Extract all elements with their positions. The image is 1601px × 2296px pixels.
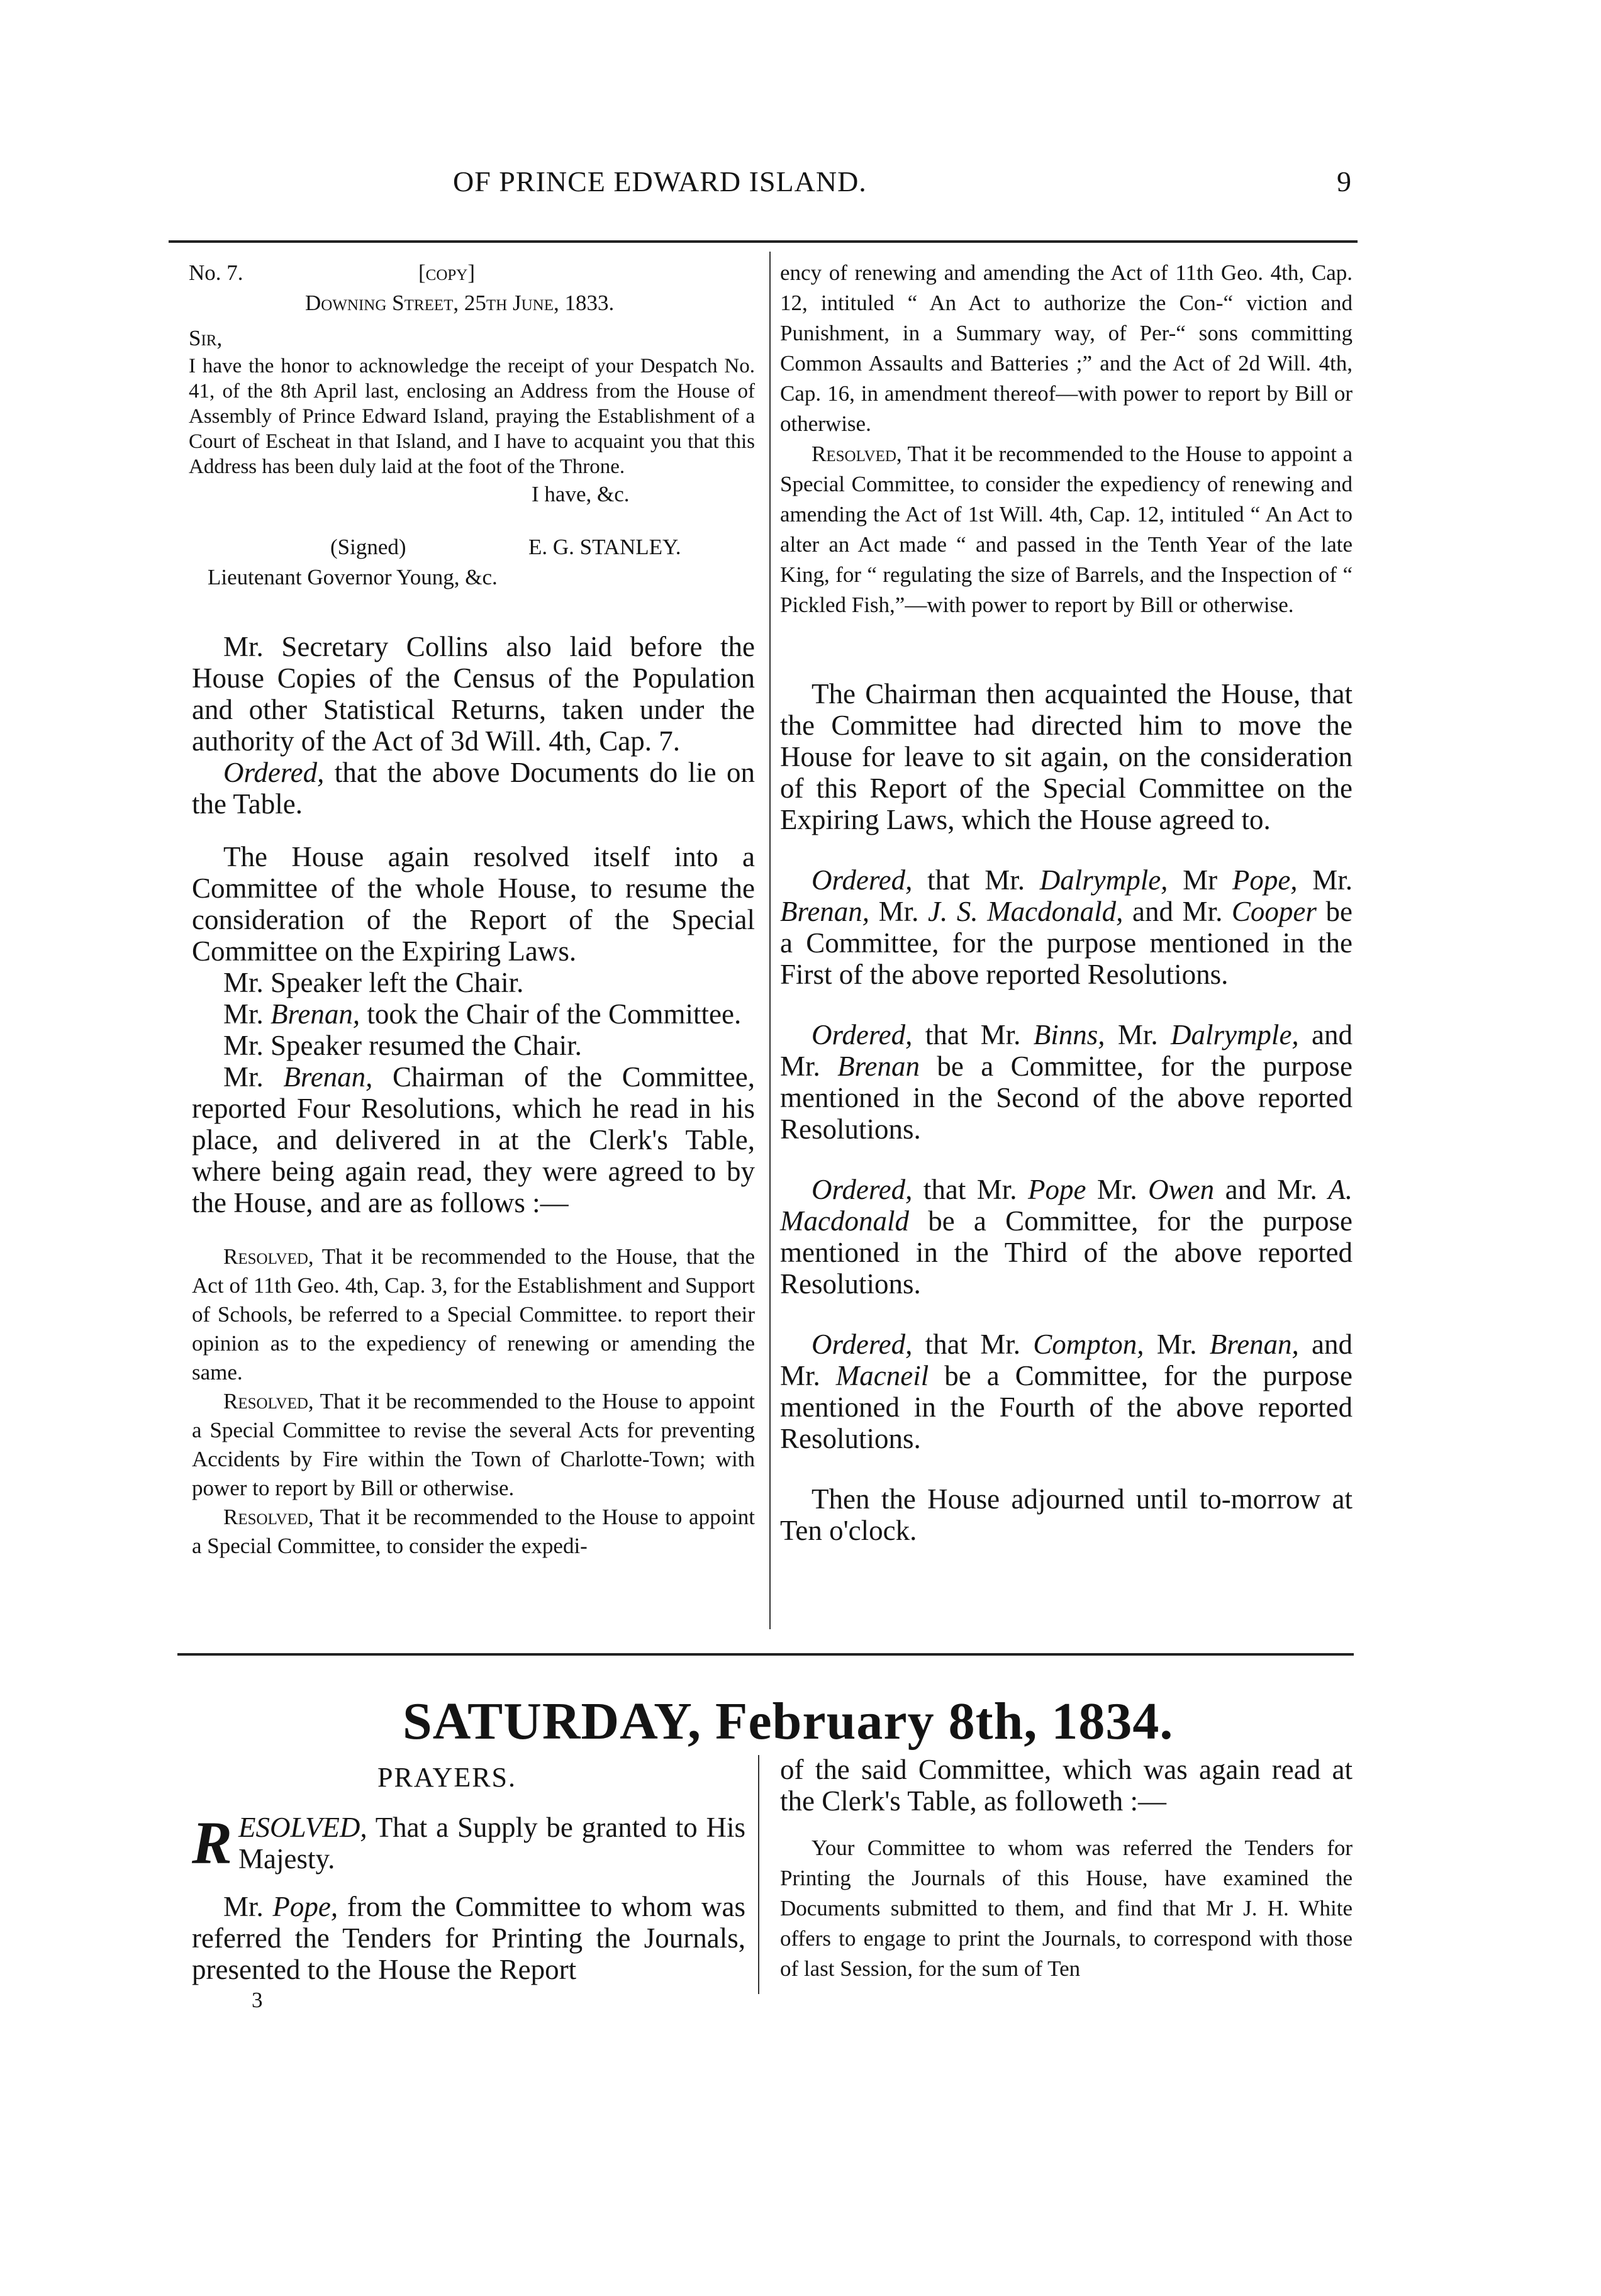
page-number: 9 [1337, 165, 1351, 198]
letter-body: I have the honor to acknowledge the receipt of your Despatch No. 41, of the 8th April last, enclosing an Address from the House of Assembly of Prince Edward Island, praying the Establishment of a Court of Escheat in that Island, and I have to acquaint you that this Address has been duly laid at the foot of the Throne. [189, 355, 755, 478]
adjournment: Then the House adjourned until to-morrow at Ten o'clock. [780, 1483, 1353, 1546]
resolutions-right [780, 258, 1353, 620]
text: and Mr. [1123, 896, 1232, 927]
chairman-paragraph: The Chairman then acquainted the House, that the Committee had directed him to move the House for leave to sit again, on the consideration of this Report of the Special Committee on the Expiring Laws, which the House agreed to. [780, 678, 1353, 835]
committee-report-intro: of the said Committee, which was again read at the Clerk's Table, as followeth :— [780, 1754, 1353, 1817]
member-name: Brenan, [271, 998, 360, 1030]
right-body [780, 678, 1353, 1546]
resolution-3 [192, 1503, 755, 1561]
copy-mark: [copy] [418, 260, 475, 285]
signature-line [189, 532, 755, 562]
member-name: Brenan, [283, 1061, 373, 1093]
member-name: Macneil [835, 1360, 929, 1391]
member-name: Pope [1028, 1174, 1086, 1205]
text: and Mr. [780, 1019, 1353, 1082]
text: be a Committee, for the purpose mentioned in the First of the above reported Resolutions. [780, 896, 1353, 990]
resolution-text: That it be recommended to the House, that the Act of 11th Geo. 4th, Cap. 3, for the Establishment and Support of Schools, be referred to a Special Committee. to report their opinion as to the expediency of renewing or amending the same. [192, 1244, 755, 1385]
text: that Mr. [912, 864, 1040, 896]
left-body [192, 631, 755, 1218]
ordered-label: Ordered, [812, 1019, 913, 1050]
member-name: Dalrymple, [1039, 864, 1168, 896]
text: Mr. [223, 1061, 284, 1093]
member-name: Cooper [1231, 896, 1317, 927]
text: that Mr. [912, 1174, 1028, 1205]
text: Mr. [1105, 1019, 1171, 1050]
saturday-right [780, 1754, 1353, 1984]
salutation: Sir, [189, 326, 223, 350]
text: Mr. [869, 896, 929, 927]
member-name: Compton, [1033, 1329, 1144, 1360]
resolution-1 [192, 1242, 755, 1387]
running-title: OF PRINCE EDWARD ISLAND. [453, 165, 867, 198]
resolution-3-continued: ency of renewing and amending the Act of 11th Geo. 4th, Cap. 12, intituled “ An Act to authorize the Con-“ viction and Punishment, in a Summary way, of Per-“ sons committing Common Assaults and Batteries ;” and the Act of 2d Will. 4th, Cap. 16, in amendment thereof—with power to report by Bill or otherwise. [780, 260, 1353, 436]
resolution-text: That it be recommended to the House to appoint a Special Committee, to consider the expediency of renewing and amending the Act of 1st Will. 4th, Cap. 12, intituled “ An Act to alter an Act made “ and passed in the Tenth Year of the late King, for “ regulating the size of Barrels, and the Inspection of “ Pickled Fish,”—with power to report by Bill or otherwise. [780, 442, 1353, 617]
resolved-label: ESOLVED, [238, 1812, 367, 1843]
resolution-text: That it be recommended to the House to appoint a Special Committee, to consider the expedi- [192, 1505, 755, 1558]
text: be a Committee, for the purpose mentioned in the Third of the above reported Resolutions. [780, 1205, 1353, 1300]
member-name: Owen [1148, 1174, 1215, 1205]
prayers-heading: PRAYERS. [377, 1762, 517, 1793]
member-name: Brenan [837, 1050, 920, 1082]
resolution-text: That a Supply be granted to His Majesty. [238, 1812, 745, 1875]
resolved-label: Resolved, [223, 1505, 314, 1529]
text: be a Committee, for the purpose mentioned in the Fourth of the above reported Resolutions. [780, 1360, 1353, 1454]
member-name: J. S. Macdonald, [928, 896, 1124, 927]
letter-block [189, 258, 755, 593]
addressee: Lieutenant Governor Young, &c. [208, 565, 498, 589]
text: Mr. [1144, 1329, 1210, 1360]
order-text: that the above Documents do lie on the Table. [192, 757, 755, 820]
order-3 [780, 1174, 1353, 1300]
resolved-label: Resolved, [223, 1389, 314, 1413]
text: Mr. [1086, 1174, 1149, 1205]
resolution-text: That it be recommended to the House to appoint a Special Committee to revise the several Acts for preventing Accidents by Fire within the Town of Charlotte-Town; with power to report by Bill or otherwise. [192, 1389, 755, 1500]
section-rule [177, 1653, 1354, 1656]
letter-closing: I have, &c. [532, 482, 630, 506]
member-name: Pope, [272, 1891, 338, 1922]
letter-heading [189, 258, 755, 288]
saturday-left [192, 1809, 745, 2015]
text: Mr [1168, 864, 1232, 896]
text: took the Chair of the Committee. [360, 998, 742, 1030]
header-rule [169, 240, 1358, 243]
signer: E. G. STANLEY. [528, 535, 681, 559]
ordered-label: Ordered, [812, 1329, 913, 1360]
pope-report [192, 1891, 745, 1985]
member-name: Pope, [1232, 864, 1298, 896]
text: Mr. [223, 998, 271, 1030]
ordered-label: Ordered, [812, 864, 913, 896]
member-name: Brenan, [780, 896, 870, 927]
committee-paragraph: The House again resolved itself into a Committee of the whole House, to resume the consideration of the Report of the Special Committee on the Expiring Laws. [192, 841, 755, 967]
brenan-report [192, 1061, 755, 1218]
member-name: Brenan, [1209, 1329, 1299, 1360]
resolved-label: Resolved, [812, 442, 902, 466]
committee-report-text: Your Committee to whom was referred the Tenders for Printing the Journals of this House, have examined the Documents submitted to them, and find that Mr J. H. White offers to engage to print the Journals, to correspond with those of last Session, for the sum of Ten [780, 1836, 1353, 1981]
resolution-4 [780, 439, 1353, 620]
text: from the Committee to whom was referred the Tenders for Printing the Journals, presented to the House the Report [192, 1891, 745, 1985]
speaker-left: Mr. Speaker left the Chair. [223, 967, 524, 998]
signature-mark: 3 [252, 1988, 263, 2012]
census-paragraph: Mr. Secretary Collins also laid before the House Copies of the Census of the Population and other Statistical Returns, taken under the authority of the Act of 3d Will. 4th, Cap. 7. [192, 631, 755, 757]
text: and Mr. [1214, 1174, 1329, 1205]
text: Chairman of the Committee, reported Four Resolutions, which he read in his place, and delivered in at the Clerk's Table, where being again read, they were agreed to by the House, and are as follows :— [192, 1061, 755, 1218]
text: be a Committee, for the purpose mentioned in the Second of the above reported Resolutions. [780, 1050, 1353, 1145]
member-name: Binns, [1033, 1019, 1105, 1050]
day-heading: SATURDAY, February 8th, 1834. [403, 1692, 1174, 1751]
text: that Mr. [912, 1329, 1034, 1360]
drop-cap: R [192, 1809, 233, 1876]
dateline: Downing Street, 25th June, 1833. [305, 291, 615, 315]
letter-number: No. 7. [189, 260, 243, 285]
ordered-label: Ordered, [812, 1174, 913, 1205]
order-2 [780, 1019, 1353, 1145]
brenan-chair [192, 998, 755, 1030]
resolved-label: Resolved, [223, 1244, 314, 1269]
order-1 [780, 864, 1353, 990]
member-name: Dalrymple, [1170, 1019, 1299, 1050]
text: and Mr. [780, 1329, 1353, 1391]
order-documents [192, 757, 755, 820]
text: that Mr. [912, 1019, 1034, 1050]
order-4 [780, 1329, 1353, 1454]
supply-resolution [192, 1809, 745, 1876]
text: Mr. [1297, 864, 1353, 896]
column-divider [769, 252, 771, 1629]
ordered-label: Ordered, [223, 757, 325, 788]
text: Mr. [223, 1891, 273, 1922]
member-name: A. Macdonald [780, 1174, 1353, 1237]
resolutions-left [192, 1242, 755, 1561]
signed-label: (Signed) [330, 535, 406, 559]
speaker-resumed: Mr. Speaker resumed the Chair. [223, 1030, 582, 1061]
column-divider-lower [758, 1755, 759, 1994]
resolution-2 [192, 1387, 755, 1503]
